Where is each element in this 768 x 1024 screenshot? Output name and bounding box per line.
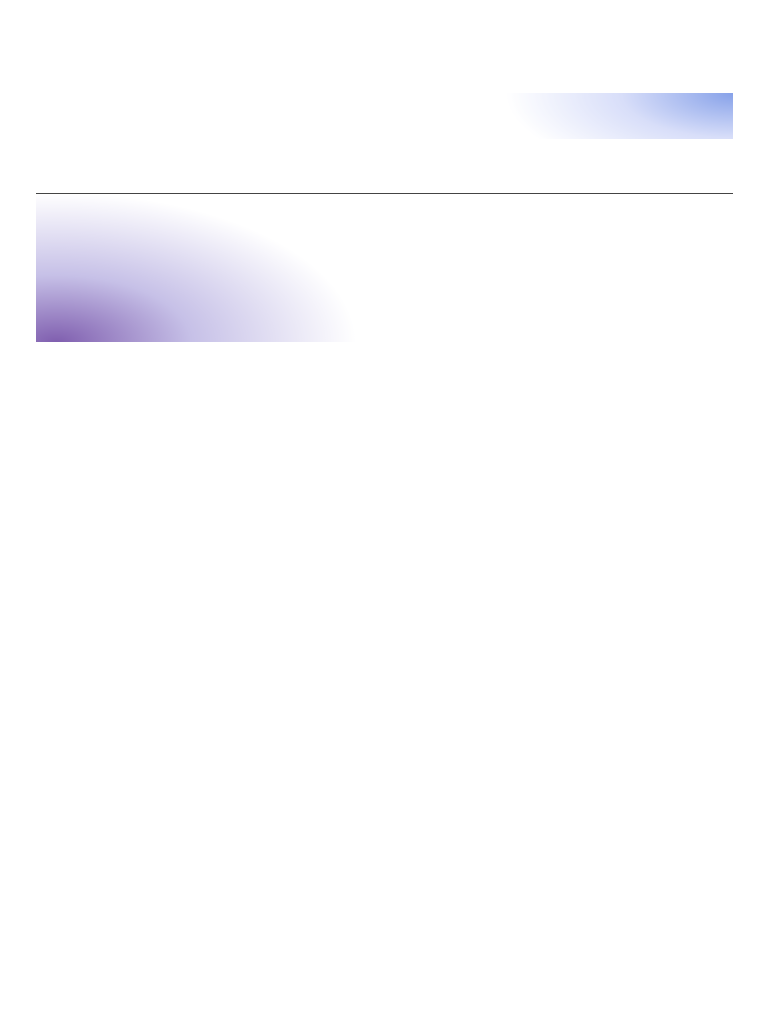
print-header <box>0 19 768 33</box>
top-navbar <box>36 139 733 194</box>
hero-banner <box>36 93 733 342</box>
